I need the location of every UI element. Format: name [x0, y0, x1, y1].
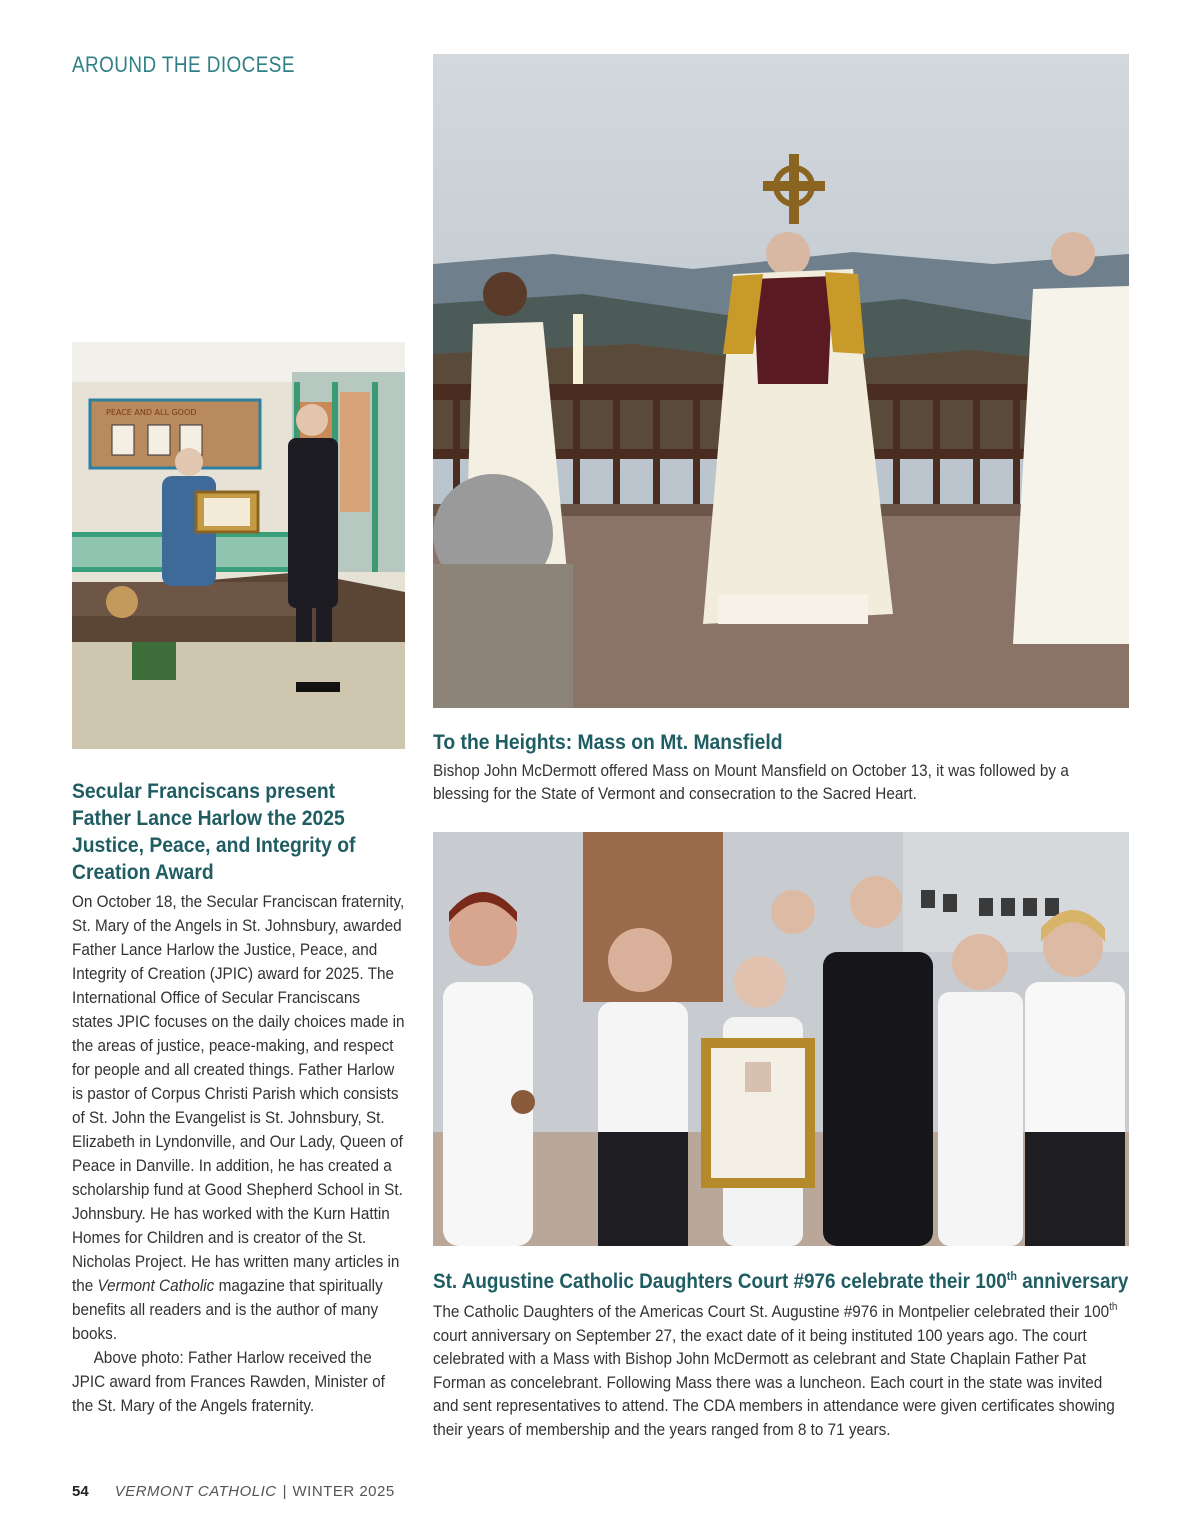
- group-headline-post: anniversary: [1017, 1270, 1129, 1293]
- page-footer: [72, 1483, 395, 1500]
- left-story-headline: Secular Franciscans present Father Lance Harlow the 2025 Justice, Peace, and Integrity of Creation Award: [72, 780, 356, 884]
- left-story-body: [72, 890, 405, 1418]
- mountain-mass-photo: [433, 54, 1129, 708]
- mountain-mass-illustration: [433, 54, 1129, 708]
- catholic-daughters-illustration: [433, 832, 1129, 1246]
- left-story-text-part1: On October 18, the Secular Franciscan fraternity, St. Mary of the Angels in St. Johnsbury, awarded Father Lance Harlow the Justice, Peace, and Integrity of Creation (JPIC) award for 2025. The International Office of Secular Franciscans states JPIC focuses on the daily choices made in the areas of justice, peace-making, and respect for people and all created things. Father Harlow is pastor of Corpus Christi Parish which consists of St. John the Evangelist is St. Johnsbury, St. Elizabeth in Lyndonville, and Our Lady, Queen of Peace in Danville. In addition, he has created a scholarship fund at Good Shepherd School in St. Johnsbury. He has worked with the Kurn Hattin Homes for Children and is creator of the St. Nicholas Project. He has written many articles in the: [72, 892, 405, 1295]
- magazine-title-italic: Vermont Catholic: [97, 1276, 215, 1295]
- group-body-pre: The Catholic Daughters of the Americas Court St. Augustine #976 in Montpelier celebrated their 100: [433, 1302, 1110, 1321]
- mass-story-headline: To the Heights: Mass on Mt. Mansfield: [433, 731, 783, 754]
- magazine-name: VERMONT CATHOLIC: [114, 1483, 277, 1500]
- group-body-sup: th: [1109, 1301, 1118, 1313]
- left-story-text-part2: magazine that spiritually benefits all readers and is the author of many books.: [72, 1276, 383, 1343]
- group-body-post: court anniversary on September 27, the exact date of it being instituted 100 years ago. The court celebrated with a Mass with Bishop John McDermott as celebrant and State Chaplain Father Pat Forman as concelebrant. Following Mass there was a luncheon. Each court in the state was invited and sent representatives to attend. The CDA members in attendance were given certificates showing their years of membership and the years ranged from 8 to 71 years.: [433, 1325, 1115, 1439]
- mass-story-body: Bishop John McDermott offered Mass on Mount Mansfield on October 13, it was followed by a blessing for the State of Vermont and consecration to the Sacred Heart.: [433, 761, 1069, 803]
- left-story-paragraph: [72, 890, 405, 1346]
- award-photo-illustration: [72, 342, 405, 749]
- section-label: AROUND THE DIOCESE: [72, 52, 295, 77]
- footer-separator: |: [282, 1483, 287, 1500]
- group-story-body: [433, 1296, 1131, 1441]
- group-headline-sup: th: [1006, 1269, 1018, 1283]
- classroom-sign: PEACE AND ALL GOOD: [106, 408, 197, 417]
- group-story-headline: [433, 1269, 1128, 1294]
- photo-caption: Above photo: Father Harlow received the JPIC award from Frances Rawden, Minister of the St. Mary of the Angels fraternity.: [72, 1348, 385, 1415]
- group-headline-pre: St. Augustine Catholic Daughters Court #976 celebrate their 100: [433, 1270, 1007, 1293]
- page-number: 54: [72, 1483, 89, 1500]
- award-photo: [72, 342, 405, 749]
- issue-name: WINTER 2025: [292, 1483, 395, 1500]
- catholic-daughters-photo: [433, 832, 1129, 1246]
